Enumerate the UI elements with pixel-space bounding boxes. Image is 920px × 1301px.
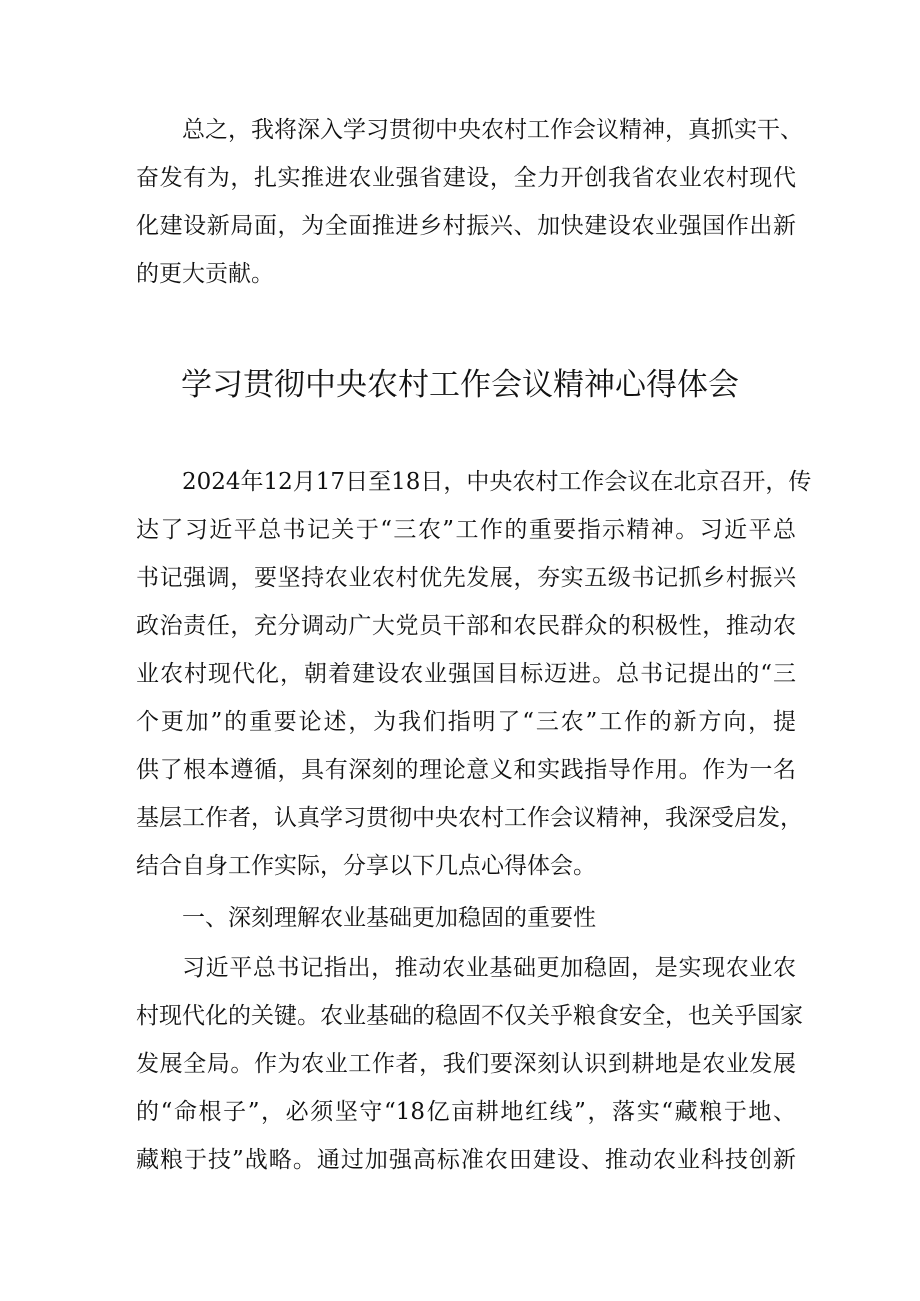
section-paragraph-line: 的“命根子”，必须坚守“18亿亩耕地红线”，落实“藏粮于地、 <box>136 1099 796 1125</box>
closing-paragraph-line: 化建设新局面，为全面推进乡村振兴、加快建设农业强国作出新 <box>136 213 796 239</box>
section-paragraph-line: 发展全局。作为农业工作者，我们要深刻认识到耕地是农业发展 <box>136 1051 796 1077</box>
intro-paragraph-line: 2024年12月17日至18日，中央农村工作会议在北京召开，传 <box>182 469 812 495</box>
closing-paragraph-line: 总之，我将深入学习贯彻中央农村工作会议精神，真抓实干、 <box>182 117 803 143</box>
closing-paragraph-line: 奋发有为，扎实推进农业强省建设，全力开创我省农业农村现代 <box>136 165 796 191</box>
intro-paragraph-line: 业农村现代化，朝着建设农业强国目标迈进。总书记提出的“三 <box>136 661 796 687</box>
intro-paragraph-line: 书记强调，要坚持农业农村优先发展，夯实五级书记抓乡村振兴 <box>136 565 796 591</box>
intro-paragraph-line: 基层工作者，认真学习贯彻中央农村工作会议精神，我深受启发， <box>136 805 803 831</box>
section-paragraph-line: 习近平总书记指出，推动农业基础更加稳固，是实现农业农 <box>182 955 796 981</box>
intro-paragraph-line: 政治责任，充分调动广大党员干部和农民群众的积极性，推动农 <box>136 613 796 639</box>
closing-paragraph-line: 的更大贡献。 <box>136 261 274 287</box>
intro-paragraph-line: 结合自身工作实际，分享以下几点心得体会。 <box>136 853 596 879</box>
intro-paragraph-line: 达了习近平总书记关于“三农”工作的重要指示精神。习近平总 <box>136 517 796 543</box>
section-paragraph-line: 藏粮于技”战略。通过加强高标准农田建设、推动农业科技创新 <box>136 1147 796 1173</box>
section-heading: 一、深刻理解农业基础更加稳固的重要性 <box>182 905 596 931</box>
article-title: 学习贯彻中央农村工作会议精神心得体会 <box>181 367 739 403</box>
intro-paragraph-line: 个更加”的重要论述，为我们指明了“三农”工作的新方向，提 <box>136 709 796 735</box>
section-paragraph-line: 村现代化的关键。农业基础的稳固不仅关乎粮食安全，也关乎国家 <box>136 1003 803 1029</box>
intro-paragraph-line: 供了根本遵循，具有深刻的理论意义和实践指导作用。作为一名 <box>136 757 796 783</box>
